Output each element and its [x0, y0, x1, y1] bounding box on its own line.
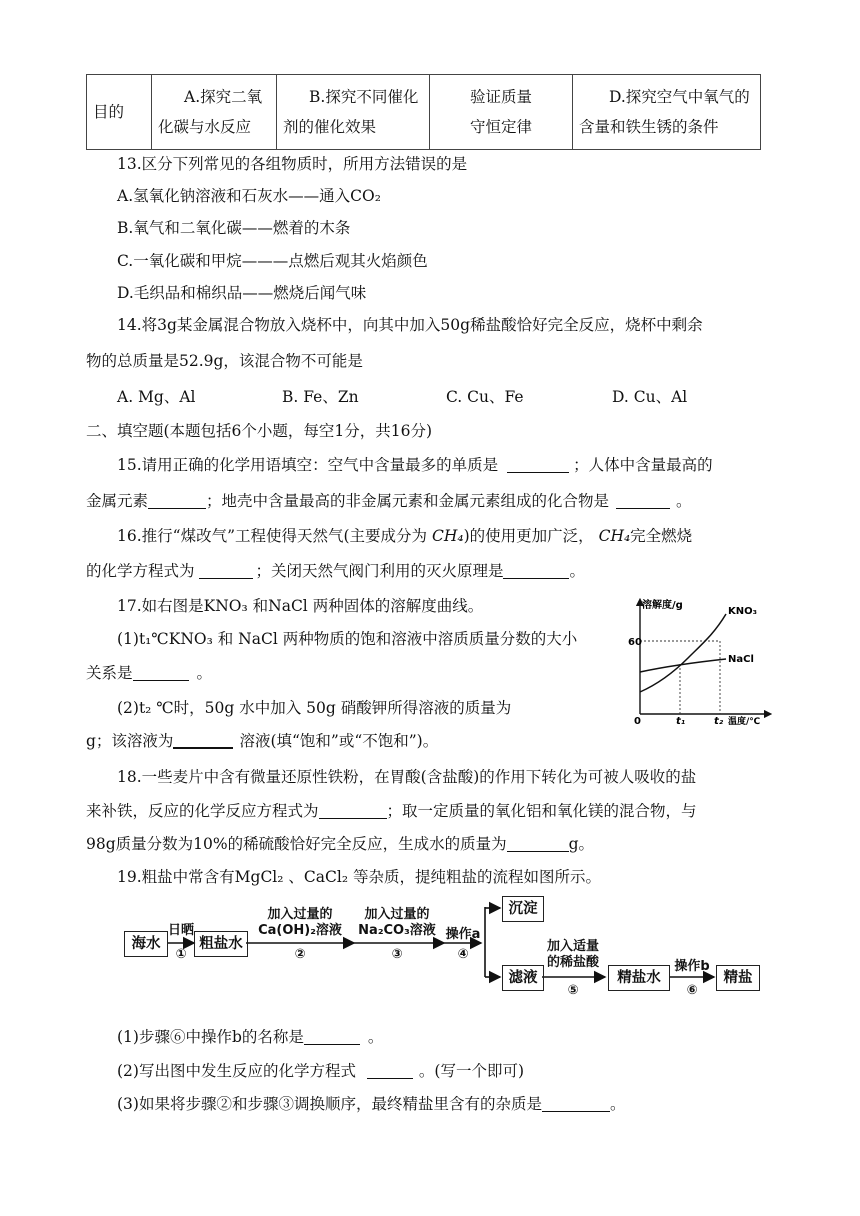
q14-option-d: D. Cu、Al — [612, 388, 688, 406]
q17-text-s1c: 。 — [196, 664, 213, 682]
q19-sub2 — [117, 1060, 524, 1082]
q15-text-2: ；人体中含量最高的 — [573, 456, 713, 474]
table-cell-b — [277, 75, 430, 150]
table-header-cell — [87, 75, 152, 150]
node-refined-salt-water: 精盐水 — [608, 965, 670, 991]
label-add-caoh2-1: 加入过量的 — [267, 907, 333, 922]
q18-text-l2b: ；取一定质量的氧化铝和氧化镁的混合物，与 — [386, 802, 697, 820]
q15-text-3: 金属元素 — [86, 492, 149, 510]
q13-option-c: C.一氧化碳和甲烷———点燃后观其火焰颜色 — [117, 252, 428, 270]
table-cell-d-line2: 含量和铁生锈的条件 — [579, 118, 719, 136]
q13-stem: 13.区分下列常见的各组物质时，所用方法错误的是 — [117, 155, 468, 173]
q14-stem-line1: 14.将3g某金属混合物放入烧杯中，向其中加入50g稀盐酸恰好完全反应，烧杯中剩余 — [117, 316, 703, 334]
q19-text-s2a: (2)写出图中发生反应的化学方程式 — [117, 1062, 356, 1080]
q16-blank-1[interactable] — [199, 562, 253, 579]
q18-blank-2[interactable] — [507, 835, 569, 852]
q16-text-4: 的化学方程式为 — [86, 562, 195, 580]
salt-purification-flowchart — [124, 895, 764, 1010]
q15-line1 — [117, 454, 713, 476]
step-4: ④ — [457, 947, 469, 962]
q15-blank-1[interactable] — [507, 456, 569, 473]
q17-blank-2[interactable] — [173, 731, 233, 749]
q16-text-5: ；关闭天然气阀门利用的灭火原理是 — [255, 562, 504, 580]
step-2: ② — [294, 947, 306, 962]
label-operation-a: 操作a — [445, 927, 481, 942]
node-precipitate: 沉淀 — [502, 896, 544, 922]
q19-blank-2[interactable] — [367, 1062, 413, 1079]
q18-line2 — [86, 800, 697, 822]
table-cell-c-line2: 守恒定律 — [469, 118, 532, 136]
q13-option-b: B.氧气和二氧化碳——燃着的木条 — [117, 219, 351, 237]
table-cell-b-line2: 剂的催化效果 — [283, 118, 377, 136]
table-cell-d-line1: D.探究空气中氧气的 — [609, 88, 750, 106]
node-crude-salt-water: 粗盐水 — [194, 931, 248, 957]
q15-blank-2[interactable] — [148, 492, 206, 509]
q18-blank-1[interactable] — [319, 802, 387, 819]
nacl-label: NaCl — [728, 654, 754, 665]
q19-text-s3a: (3)如果将步骤②和步骤③调换顺序，最终精盐里含有的杂质是 — [117, 1095, 542, 1113]
experiment-purpose-table — [86, 74, 761, 150]
step-3: ③ — [391, 947, 403, 962]
q17-text-s1b: 关系是 — [86, 664, 133, 682]
q15-line2 — [86, 490, 691, 512]
q19-blank-1[interactable] — [304, 1028, 360, 1045]
step-6: ⑥ — [686, 983, 698, 998]
label-sun: 日晒 — [167, 923, 194, 938]
kno3-label: KNO₃ — [728, 606, 757, 617]
label-add-caoh2-2: Ca(OH)₂溶液 — [258, 923, 342, 938]
q14-stem-line2: 物的总质量是52.9g，该混合物不可能是 — [86, 352, 363, 370]
q17-sub2-line2 — [86, 730, 438, 752]
q17-text-s2b: g；该溶液为 — [86, 732, 174, 750]
q14-option-a: A. Mg、Al — [117, 388, 196, 406]
q18-text-l3b: g。 — [568, 835, 595, 853]
table-cell-a-line2: 化碳与水反应 — [158, 118, 252, 136]
nacl-curve — [640, 659, 726, 672]
q18-text-l2a: 来补铁，反应的化学反应方程式为 — [86, 802, 319, 820]
q19-stem: 19.粗盐中常含有MgCl₂ 、CaCl₂ 等杂质，提纯粗盐的流程如图所示。 — [117, 868, 601, 886]
q15-blank-3[interactable] — [616, 492, 670, 509]
q16-formula-2: CH₄ — [598, 527, 631, 545]
q13-option-a: A.氢氧化钠溶液和石灰水——通入CO₂ — [117, 187, 381, 205]
node-seawater: 海水 — [124, 931, 168, 957]
q19-sub3 — [117, 1093, 625, 1115]
kno3-curve — [640, 614, 726, 692]
chart-xlabel: 温度/℃ — [728, 717, 761, 726]
label-add-hcl-2: 的稀盐酸 — [546, 955, 599, 970]
q15-text-5: 。 — [675, 492, 692, 510]
label-add-hcl-1: 加入适量 — [546, 939, 599, 954]
q14-option-b: B. Fe、Zn — [282, 388, 359, 406]
chart-origin: 0 — [634, 716, 641, 726]
q17-sub1-line2 — [86, 662, 212, 684]
q17-sub1-line1: (1)t₁℃KNO₃ 和 NaCl 两种物质的饱和溶液中溶质质量分数的大小 — [117, 630, 578, 648]
q18-text-l3a: 98g质量分数为10%的稀硫酸恰好完全反应，生成水的质量为 — [86, 835, 507, 853]
q16-line2 — [86, 560, 585, 582]
table-cell-b-line1: B.探究不同催化 — [309, 88, 419, 106]
t1-label: t₁ — [676, 716, 686, 726]
q16-line1 — [117, 525, 692, 547]
q18-line1: 18.一些麦片中含有微量还原性铁粉，在胃酸(含盐酸)的作用下转化为可被人吸收的盐 — [117, 768, 697, 786]
q15-text-1: 15.请用正确的化学用语填空：空气中含量最多的单质是 — [117, 456, 499, 474]
q19-blank-3[interactable] — [542, 1095, 610, 1112]
label-add-na2co3-1: 加入过量的 — [364, 907, 430, 922]
chart-ylabel: 溶解度/g — [642, 600, 683, 611]
q19-sub1 — [117, 1026, 383, 1048]
q17-text-s2c: 溶液(填“饱和”或“不饱和”)。 — [239, 732, 439, 750]
q19-text-s1a: (1)步骤⑥中操作b的名称是 — [117, 1028, 304, 1046]
q16-text-6: 。 — [569, 562, 585, 580]
ytick-60: 60 — [628, 637, 642, 648]
section-2-heading: 二、填空题(本题包括6个小题，每空1分，共16分) — [86, 422, 433, 440]
step-1: ① — [175, 947, 187, 962]
table-cell-c-line1: 验证质量 — [469, 88, 532, 106]
step-5: ⑤ — [567, 983, 579, 998]
table-cell-c — [430, 75, 573, 150]
q16-text-1: 16.推行“煤改气”工程使得天然气(主要成分为 — [117, 527, 428, 545]
solubility-curve-chart — [628, 596, 774, 726]
label-add-na2co3-2: Na₂CO₃溶液 — [358, 923, 436, 938]
table-cell-d — [573, 75, 761, 150]
q19-text-s1b: 。 — [367, 1028, 384, 1046]
q17-blank-1[interactable] — [133, 664, 189, 681]
q19-text-s2b: 。(写一个即可) — [418, 1062, 525, 1080]
table-cell-a — [152, 75, 277, 150]
q19-text-s3b: 。 — [609, 1095, 626, 1113]
q14-option-c: C. Cu、Fe — [446, 388, 524, 406]
q13-option-d: D.毛织品和棉织品——燃烧后闻气味 — [117, 284, 367, 302]
node-refined-salt: 精盐 — [716, 965, 760, 991]
q16-text-3: 完全燃烧 — [630, 527, 693, 545]
q17-stem: 17.如右图是KNO₃ 和NaCl 两种固体的溶解度曲线。 — [117, 597, 484, 615]
q16-formula-1: CH₄ — [431, 527, 464, 545]
table-cell-a-line1: A.探究二氧 — [184, 88, 263, 106]
q16-text-2: )的使用更加广泛， — [463, 527, 594, 545]
q18-line3 — [86, 833, 594, 855]
table-header: 目的 — [93, 103, 125, 121]
node-filtrate: 滤液 — [502, 965, 544, 991]
q16-blank-2[interactable] — [503, 562, 569, 579]
label-operation-b: 操作b — [674, 959, 710, 974]
t2-label: t₂ — [714, 716, 724, 726]
q17-sub2-line1: (2)t₂ ℃时，50g 水中加入 50g 硝酸钾所得溶液的质量为 — [117, 699, 512, 717]
q15-text-4: ；地壳中含量最高的非金属元素和金属元素组成的化合物是 — [206, 492, 610, 510]
